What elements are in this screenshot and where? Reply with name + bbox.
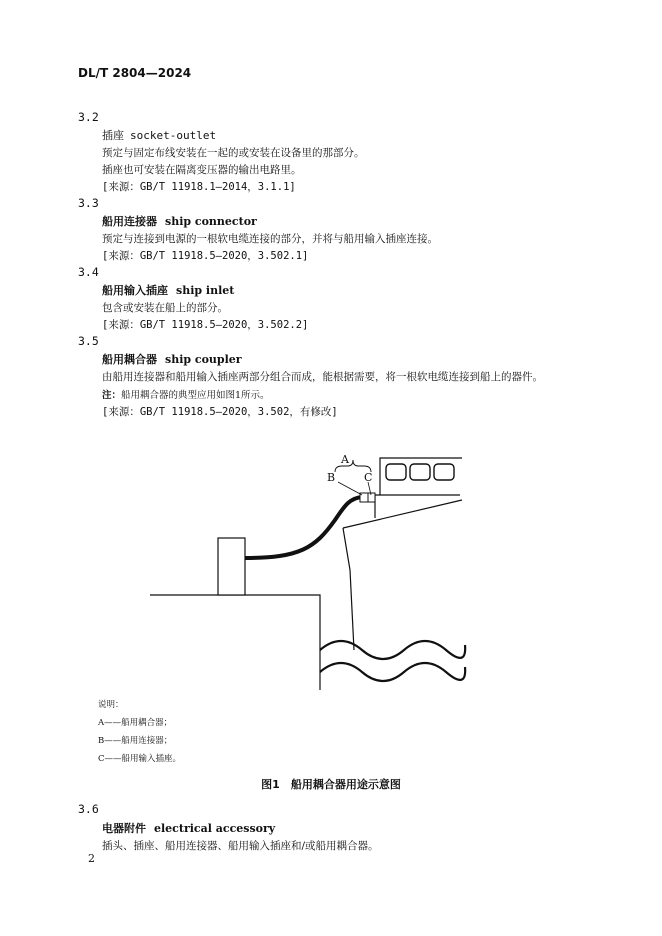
- note-text: 船用耦合器的典型应用如图1所示。: [121, 390, 270, 401]
- definition-line: 插座也可安装在隔离变压器的输出电路里。: [102, 164, 302, 176]
- definition-line: 插头、插座、船用连接器、船用输入插座和/或船用耦合器。: [102, 840, 379, 852]
- term-cn: 船用耦合器: [102, 353, 157, 366]
- clause-number: 3.6: [78, 802, 99, 816]
- term-heading: [102, 820, 275, 836]
- source-reference: [来源：GB/T 11918.1—2014，3.1.1]: [102, 181, 296, 193]
- term-en: socket-outlet: [130, 129, 217, 142]
- term-en: electrical accessory: [154, 822, 276, 835]
- clause-number: 3.2: [78, 110, 99, 124]
- label-c: C: [364, 471, 373, 484]
- legend-title: 说明：: [98, 700, 124, 710]
- water-wave: [320, 641, 465, 659]
- term-en: ship connector: [165, 215, 257, 228]
- shore-power-box: [218, 538, 245, 595]
- legend-item: C——船用输入插座。: [98, 754, 182, 764]
- definition-line: 预定与连接到电源的一根软电缆连接的部分，并将与船用输入插座连接。: [102, 233, 438, 245]
- document-code: DL/T 2804—2024: [78, 66, 192, 80]
- clause-number: 3.5: [78, 334, 99, 348]
- leader-b: [338, 482, 362, 495]
- term-cn: 插座: [102, 129, 124, 142]
- clause-number: 3.4: [78, 265, 99, 279]
- clause-number: 3.3: [78, 196, 99, 210]
- term-cn: 船用连接器: [102, 215, 157, 228]
- note-label: 注：: [102, 390, 122, 401]
- ship-window: [410, 464, 430, 480]
- term-en: ship coupler: [165, 353, 242, 366]
- label-b: B: [327, 471, 336, 484]
- term-cn: 船用输入插座: [102, 284, 168, 297]
- water-wave: [320, 663, 465, 681]
- figure-caption: 图1 船用耦合器用途示意图: [261, 778, 401, 791]
- ship-deck: [375, 495, 460, 518]
- term-en: ship inlet: [176, 284, 235, 297]
- source-reference: [来源：GB/T 11918.5—2020，3.502.2]: [102, 319, 309, 331]
- source-reference: [来源：GB/T 11918.5—2020，3.502，有修改]: [102, 406, 338, 418]
- label-a: A: [341, 453, 349, 466]
- quay-outline: [150, 595, 320, 690]
- ship-hull: [343, 500, 462, 528]
- ship-hull: [343, 528, 354, 650]
- definition-line: 预定与固定布线安装在一起的或安装在设备里的那部分。: [102, 147, 365, 159]
- legend-item: A——船用耦合器；: [98, 718, 173, 728]
- definition-line: 包含或安装在船上的部分。: [102, 302, 228, 314]
- source-reference: [来源：GB/T 11918.5—2020，3.502.1]: [102, 250, 309, 262]
- page-number: 2: [88, 852, 95, 865]
- legend-item: B——船用连接器；: [98, 736, 173, 746]
- ship-window: [386, 464, 406, 480]
- term-cn: 电器附件: [102, 822, 146, 835]
- definition-line: 由船用连接器和船用输入插座两部分组合而成，能根据需要，将一根软电缆连接到船上的器件。: [102, 371, 543, 383]
- ship-inlet: [368, 493, 375, 502]
- ship-window: [434, 464, 454, 480]
